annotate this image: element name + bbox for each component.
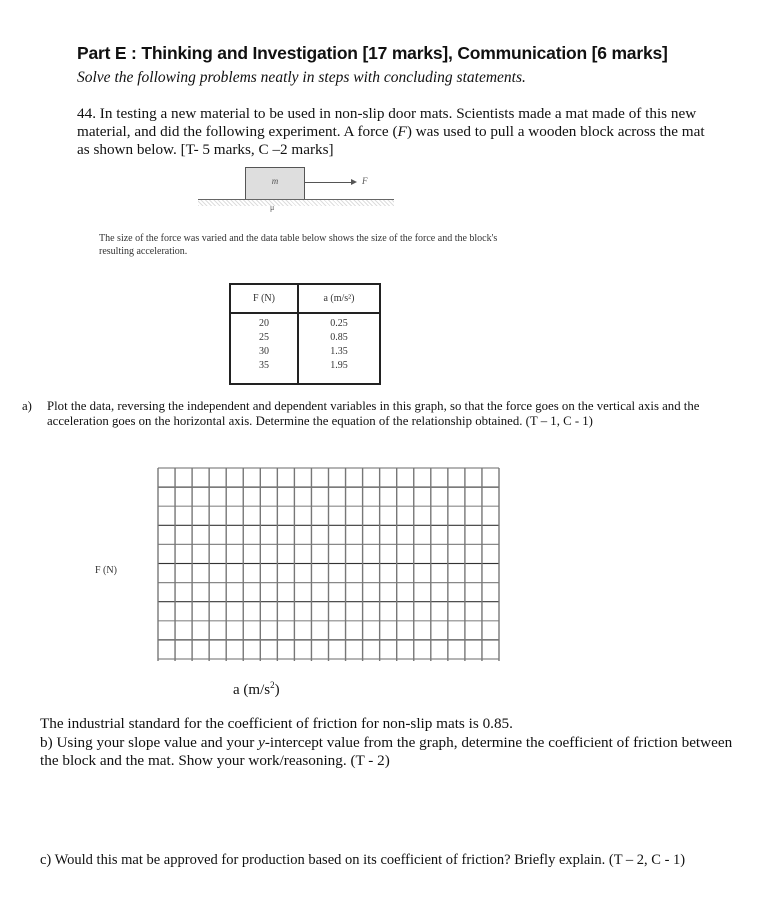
y-symbol: y [258, 733, 265, 751]
question-44-text-1: 44. In testing a new material to be used in non-slip door mats. Scientists made a mat made of this new material, and did the following experiment. A force ( [77, 105, 697, 140]
x-axis-label-end: ) [274, 682, 280, 698]
force-column [230, 313, 298, 384]
part-b-text-2: -intercept value from the graph, determine the coefficient of friction between the block and the mat. Show your work/reasoning. (T - 2) [40, 733, 733, 769]
data-table [229, 283, 381, 385]
part-b-text-1: b) Using your slope value and your [40, 733, 259, 751]
data-description: The size of the force was varied and the data table below shows the size of the force and the block's resulting acceleration. [99, 233, 498, 257]
table-cell: 25 [259, 332, 269, 343]
force-label: F [362, 176, 368, 186]
block-label: m [271, 176, 279, 186]
table-body-row [230, 313, 380, 384]
force-arrow [304, 182, 354, 183]
question-44-text-2: ) was used to pull a wooden block across the mat as shown below. [T- 5 marks, C –2 marks] [77, 123, 705, 158]
arrow-head-icon [351, 179, 357, 185]
table-cell: 30 [259, 346, 269, 357]
x-axis-label-base: a (m/s [233, 682, 271, 698]
block-diagram [196, 166, 396, 214]
part-a [22, 399, 722, 428]
question-44 [77, 105, 707, 159]
block-mass [245, 167, 305, 200]
x-axis-label-exponent: 2 [270, 680, 275, 690]
header-force: F (N) [230, 284, 298, 313]
table-cell: 1.95 [330, 360, 348, 371]
table-cell: 0.85 [330, 332, 348, 343]
part-c-text: c) Would this mat be approved for production based on its coefficient of friction? Briefly explain. (T – 2, C - 1) [40, 852, 686, 868]
table-cell: 0.25 [330, 318, 348, 329]
table-header-row [230, 284, 380, 313]
instructions: Solve the following problems neatly in steps with concluding statements. [77, 69, 526, 86]
part-a-label: a) [22, 399, 32, 413]
part-a-text: Plot the data, reversing the independent and dependent variables in this graph, so that the force goes on the vertical axis and the acceleration goes on the horizontal axis. Determine the equation of the relationship obtained. (T – 1, C - 1) [47, 399, 700, 428]
x-axis-label [233, 680, 280, 699]
part-b-block [40, 715, 740, 771]
part-title: Part E : Thinking and Investigation [17 marks], Communication [6 marks] [77, 43, 668, 63]
force-symbol: F [397, 123, 407, 140]
friction-label: μ [270, 203, 275, 212]
table-cell: 35 [259, 360, 269, 371]
mat-hatching [198, 200, 394, 206]
graph-grid[interactable] [157, 467, 501, 662]
table-cell: 1.35 [330, 346, 348, 357]
acceleration-column [298, 313, 380, 384]
y-axis-label: F (N) [95, 565, 117, 576]
part-b-text [40, 734, 740, 771]
table-cell: 20 [259, 318, 269, 329]
header-acceleration: a (m/s²) [298, 284, 380, 313]
industrial-standard: The industrial standard for the coefficient of friction for non-slip mats is 0.85. [40, 715, 513, 732]
